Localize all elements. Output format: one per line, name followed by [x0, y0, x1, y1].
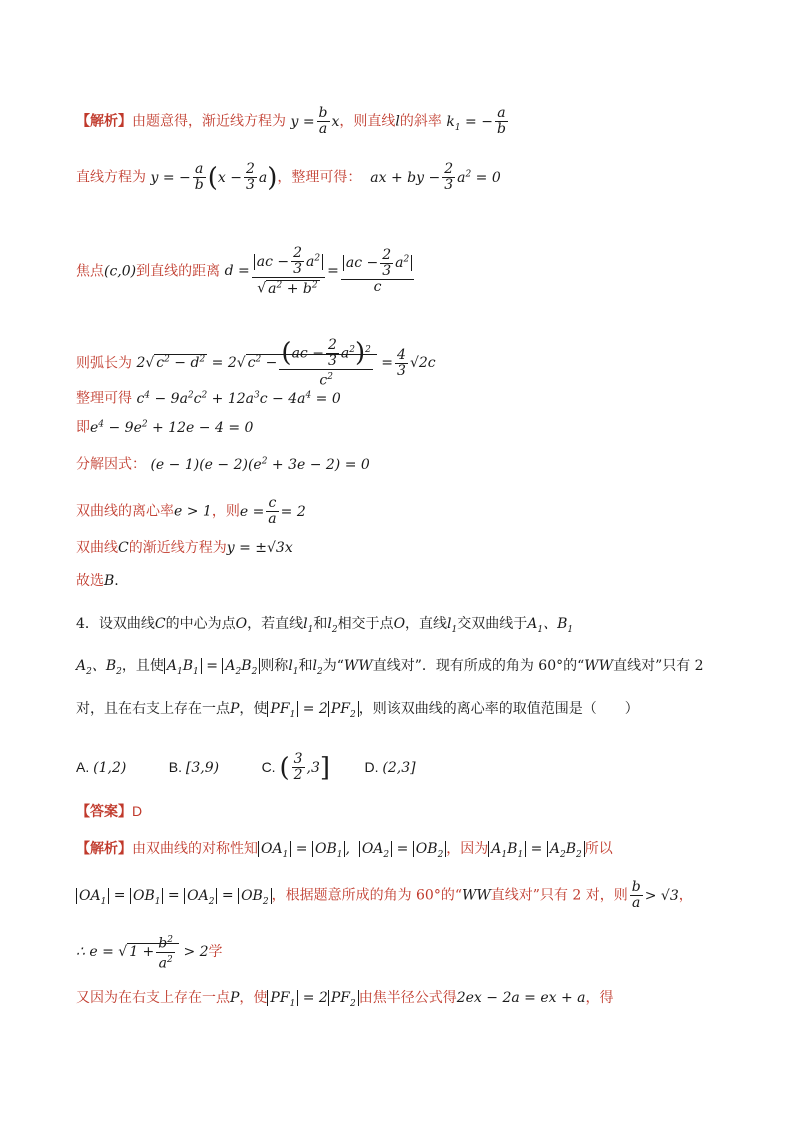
q4-number: 4．: [76, 616, 99, 632]
sol3-l3a: 焦点: [76, 263, 104, 280]
eq-asymptote: y = $\frac{b}{a}$ x: [290, 105, 340, 137]
sol3-line10: 故选B.: [76, 573, 119, 589]
sol3-choice: B: [104, 573, 115, 589]
sol3-l8a: 双曲线的离心率: [76, 503, 174, 520]
sol3-tag: 【解析】: [76, 112, 132, 129]
sol3-l1b: ，则直线: [339, 113, 396, 130]
sol3-line4: [76, 338, 436, 389]
sol3-l9a: 双曲线: [76, 540, 118, 556]
sol3-l10a: 故选: [76, 573, 104, 589]
sol3-line3: 焦点(c,0)到直线的距离 d = ac − $\frac{2}{3}$ $a^2$ √ $a^2 + b^2$ = ac − $\frac{2}{3}$ $a^2$ c: [76, 246, 416, 297]
q4-line1: 4．设双曲线C的中心为点O，若直线$l_1$和$l_2$相交于点O，直线$l_1$交双曲线于$A_1$、$B_1$: [76, 616, 574, 635]
sol3-line6: [76, 414, 253, 438]
sol3-l2a: 直线方程为: [76, 169, 146, 186]
sol3-l4a: 则弧长为: [76, 355, 132, 372]
eq-quartic-c: $c^4 - 9a^2c^2 + 12a^3c - 4a^4 = 0$: [136, 390, 341, 407]
sol4-line3: ∴ e = √ 1 + $\frac{b^2}{a^2}$ > 2学: [76, 935, 223, 972]
sol3-line1: 【解析】由题意得，渐近线方程为 y = $\frac{b}{a}$ x，则直线l的斜率 $k_1$ = − $\frac{a}{b}$: [76, 106, 510, 137]
sol3-line7: [76, 451, 370, 475]
q4-options: [76, 752, 416, 783]
sol4-line4: 又因为在右支上存在一点P，使 $PF_1 = 2$ $PF_2$ 由焦半径公式得2ex − 2a = ex + a，得: [76, 990, 614, 1009]
sol4-line2: $OA_1 = OB_1 = OA_2 = OB_2$ ，根据题意所成的角为 60°的“WW直线对”只有 2 对，则 $\frac{b}{a}$ > √3，: [76, 880, 693, 911]
sol3-l9b: 的渐近线方程为: [128, 540, 227, 556]
eq-line-general: ax + by − $\frac{2}{3}$ $a^2 = 0$: [365, 161, 501, 193]
eq-ecc: e = $\frac{c}{a}$ = 2: [239, 495, 306, 527]
answer-tag: 【答案】: [76, 803, 132, 819]
option-b[interactable]: B. [3,9): [168, 758, 220, 776]
sol3-l1a: 由题意得，渐近线方程为: [132, 113, 286, 130]
option-d[interactable]: D. (2,3]: [364, 758, 416, 776]
sol3-l3b: 到直线的距离: [136, 263, 221, 280]
answer-value: D: [132, 803, 143, 819]
option-a[interactable]: A. (1,2): [76, 758, 127, 776]
eq-slope: $k_1$ = − $\frac{a}{b}$: [446, 105, 506, 137]
sol3-l2b: ，整理可得：: [277, 169, 362, 186]
sol3-line8: 双曲线的离心率e > 1，则e = $\frac{c}{a}$ = 2: [76, 495, 306, 527]
sol3-line2: [76, 162, 501, 193]
sol3-line9: 双曲线C的渐近线方程为y = ±√3x: [76, 540, 293, 556]
eq-quartic-e: $e^4 - 9e^2 + 12e - 4 = 0$: [90, 419, 254, 436]
eq-line: y = − $\frac{a}{b}$ (x − $\frac{2}{3}$ a): [150, 161, 278, 193]
sol3-l5a: 整理可得: [76, 390, 132, 407]
eq-asym-result: y = ±√3x: [226, 540, 293, 556]
q4-line3: 对，且在右支上存在一点P，使 $PF_1 = 2$ $PF_2$ ，则该双曲线的离心率的取值范围是（ ）: [76, 701, 639, 720]
eq-arc: 2√ $c^2 - d^2 = 2√$ $c^2$ − (ac − $\frac{2}{3}$ $a^2)^2$ $c^2$ = $\frac{4}{3}$ √2c: [136, 337, 436, 389]
sol3-line5: [76, 385, 341, 409]
sol4-line1: 【解析】由双曲线的对称性知 $OA_1 = OB_1$ , $OA_2 = OB_2$ ，因为 $A_1B_1 = A_2B_2$ 所以: [76, 840, 613, 860]
sol3-l6a: 即: [76, 419, 90, 436]
eq-distance: d = ac − $\frac{2}{3}$ $a^2$ √ $a^2 + b^2$ = ac − $\frac{2}{3}$ $a^2$ c: [225, 263, 417, 279]
eq-factor: $(e - 1)(e - 2)(e^2 + 3e - 2) = 0$: [150, 456, 370, 473]
option-c[interactable]: C. ( $\frac{3}{2}$ ,3]: [261, 751, 331, 783]
sol3-l7a: 分解因式：: [76, 456, 146, 473]
q4-line2: $A_2$、$B_2$，且使 $A_1B_1 = A_2B_2$ 则称$l_1$和$l_2$为“WW直线对”．现有所成的角为 60°的“WW直线对”只有 2: [76, 658, 704, 677]
sol3-l1c: 的斜率: [399, 113, 442, 130]
q4-answer: [76, 801, 142, 822]
sol3-l8b: ，则: [211, 503, 240, 520]
